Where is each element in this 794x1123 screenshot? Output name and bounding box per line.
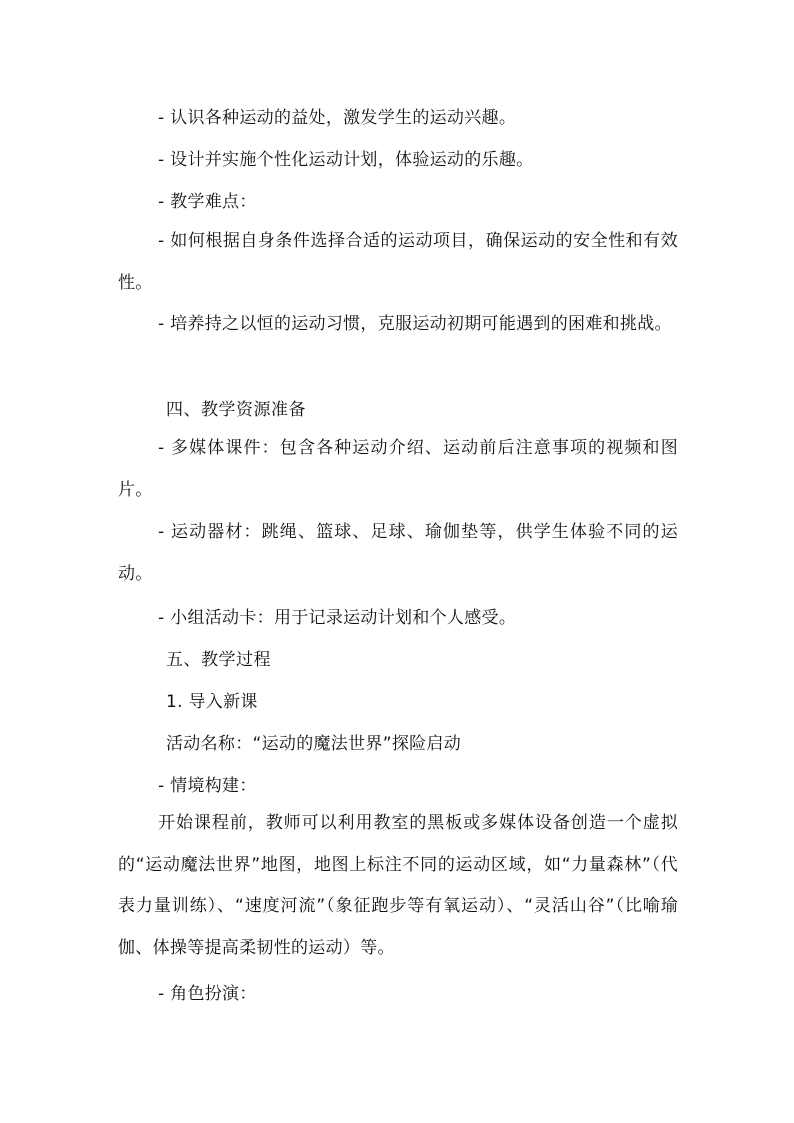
section-heading-resources: 四、教学资源准备 — [166, 400, 306, 420]
paragraph-habit: - 培养持之以恒的运动习惯，克服运动初期可能遇到的困难和挑战。 — [158, 314, 672, 334]
bullet-plan: - 设计并实施个性化运动计划，体验运动的乐趣。 — [158, 150, 534, 170]
paragraph-equipment: - 运动器材：跳绳、篮球、足球、瑜伽垫等，供学生体验不同的运动。 — [118, 522, 678, 584]
paragraph-scenario: 开始课程前，教师可以利用教室的黑板或多媒体设备创造一个虚拟的“运动魔法世界”地图，地图上标注不同的运动区域，如“力量森林”（代表力量训练）、“速度河流”（象征跑步等有氧运动）、“灵活山谷”（比喻瑜伽、体操等提高柔韧性的运动）等。 — [118, 813, 678, 958]
paragraph-choose-sport: - 如何根据自身条件选择合适的运动项目，确保运动的安全性和有效性。 — [118, 231, 678, 293]
subheading-intro: 1. 导入新课 — [166, 692, 258, 712]
teaching-difficulty-label: - 教学难点： — [158, 192, 257, 212]
activity-name: 活动名称：“运动的魔法世界”探险启动 — [166, 734, 462, 754]
section-heading-process: 五、教学过程 — [166, 650, 271, 670]
bullet-activity-card: - 小组活动卡：用于记录运动计划和个人感受。 — [158, 608, 517, 628]
role-play-label: - 角色扮演： — [158, 984, 257, 1004]
bullet-benefits: - 认识各种运动的益处，激发学生的运动兴趣。 — [158, 108, 517, 128]
scenario-label: - 情境构建： — [158, 776, 257, 796]
paragraph-multimedia: - 多媒体课件：包含各种运动介绍、运动前后注意事项的视频和图片。 — [118, 438, 678, 500]
